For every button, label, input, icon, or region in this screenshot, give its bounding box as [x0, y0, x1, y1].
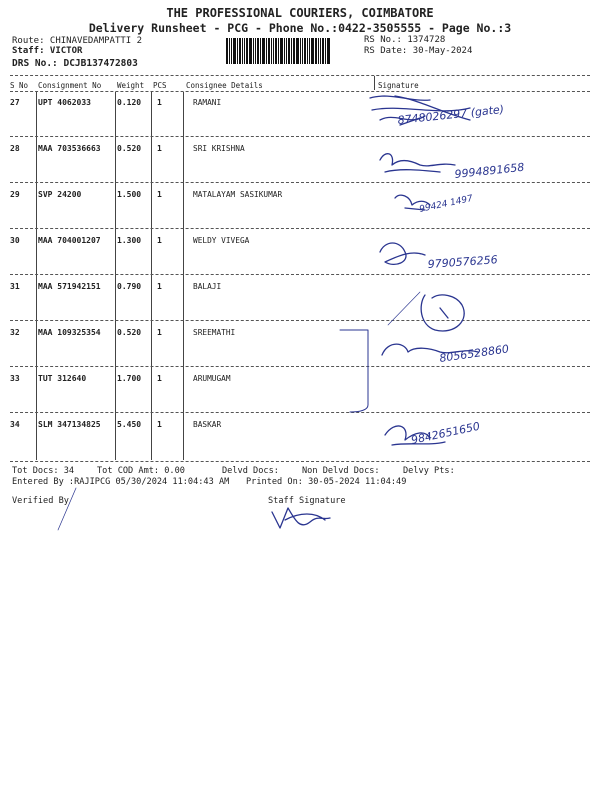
row-sno: 33 [10, 374, 20, 383]
row-separator [10, 412, 590, 413]
row-consignee: WELDY VIVEGA [193, 236, 250, 245]
row-consignee: SRI KRISHNA [193, 144, 245, 153]
signature-scribble [272, 508, 330, 528]
table-end-rule [10, 461, 590, 462]
row-pcs: 1 [157, 420, 162, 429]
signature-scribble [395, 195, 430, 210]
header-top-rule [10, 75, 590, 76]
row-separator [10, 182, 590, 183]
col-weight: Weight [117, 81, 145, 90]
row-weight: 1.500 [117, 190, 142, 199]
col-pcs: PCS [153, 81, 167, 90]
row-consignee: RAMANI [193, 98, 222, 107]
row-sno: 31 [10, 282, 20, 291]
row-separator [10, 228, 590, 229]
signature-scribble [421, 295, 464, 331]
total-docs: Tot Docs: 34 [12, 466, 75, 476]
col-signature: Signature [378, 81, 419, 90]
rs-date: RS Date: 30-May-2024 [364, 46, 473, 56]
signature-scribble [382, 344, 478, 355]
row-consignment-no: MAA 109325354 [38, 328, 101, 337]
table-divider [36, 92, 37, 460]
row-weight: 5.450 [117, 420, 142, 429]
row-pcs: 1 [157, 236, 162, 245]
row-separator [10, 136, 590, 137]
verified-by-label: Verified By [12, 496, 69, 506]
signature-phone-note: 9994891658 [453, 160, 525, 181]
row-sno: 28 [10, 144, 20, 153]
printed-on: Printed On: 30-05-2024 11:04:49 [246, 477, 407, 487]
barcode [226, 38, 354, 64]
signature-phone-note: 9842651650 [409, 419, 482, 447]
row-pcs: 1 [157, 328, 162, 337]
row-pcs: 1 [157, 190, 162, 199]
table-divider [151, 92, 152, 460]
row-consignment-no: MAA 571942151 [38, 282, 101, 291]
row-pcs: 1 [157, 144, 162, 153]
row-consignment-no: SVP 24200 [38, 190, 82, 199]
row-weight: 1.300 [117, 236, 142, 245]
signature-phone-note: 99424 1497 [418, 193, 474, 215]
signature-scribble [380, 154, 455, 172]
row-weight: 1.700 [117, 374, 142, 383]
row-consignee: BASKAR [193, 420, 222, 429]
header-bottom-rule [10, 91, 590, 92]
table-divider [183, 92, 184, 460]
row-consignment-no: UPT 4062033 [38, 98, 91, 107]
row-pcs: 1 [157, 374, 162, 383]
drs-number: DRS No.: DCJB137472803 [12, 58, 138, 69]
row-sno: 29 [10, 190, 20, 199]
row-consignee: ARUMUGAM [193, 374, 231, 383]
row-weight: 0.120 [117, 98, 142, 107]
rs-number: RS No.: 1374728 [364, 35, 446, 45]
signature-phone-note: 9790576256 [427, 253, 499, 271]
row-consignment-no: TUT 312640 [38, 374, 87, 383]
row-separator [10, 320, 590, 321]
signature-phone-note: 8748026297 (gate) [396, 102, 505, 127]
row-pcs: 1 [157, 98, 162, 107]
row-separator [10, 274, 590, 275]
table-divider [115, 92, 116, 460]
signature-scribble [340, 330, 368, 412]
col-consignee: Consignee Details [186, 81, 263, 90]
staff-label: Staff: VICTOR [12, 46, 83, 56]
entered-by: Entered By :RAJIPCG 05/30/2024 11:04:43 AM [12, 477, 230, 487]
signature-scribble [380, 243, 425, 264]
row-consignment-no: MAA 703536663 [38, 144, 101, 153]
row-sno: 27 [10, 98, 20, 107]
route-label: Route: CHINAVEDAMPATTI 2 [12, 36, 143, 46]
total-cod-amount: Tot COD Amt: 0.00 [97, 466, 185, 476]
delivered-docs: Delvd Docs: [222, 466, 279, 476]
staff-signature-label: Staff Signature [268, 496, 346, 506]
col-sno: S No [10, 81, 29, 90]
row-separator [10, 366, 590, 367]
row-weight: 0.520 [117, 328, 142, 337]
signature-column-divider [374, 76, 375, 90]
signature-scribble [370, 96, 470, 120]
signature-scribble [395, 96, 470, 125]
signature-scribble [58, 488, 76, 530]
runsheet-subtitle: Delivery Runsheet - PCG - Phone No.:0422-3505555 - Page No.:3 [88, 21, 512, 35]
signature-scribble [385, 426, 445, 445]
row-consignee: MATALAYAM SASIKUMAR [193, 190, 283, 199]
row-sno: 30 [10, 236, 20, 245]
row-weight: 0.790 [117, 282, 142, 291]
row-consignment-no: SLM 347134825 [38, 420, 101, 429]
col-consignment: Consignment No [38, 81, 102, 90]
row-pcs: 1 [157, 282, 162, 291]
row-consignment-no: MAA 704001207 [38, 236, 101, 245]
row-weight: 0.520 [117, 144, 142, 153]
delivery-points: Delvy Pts: [403, 466, 455, 476]
row-consignee: BALAJI [193, 282, 222, 291]
signature-phone-note: 8056528860 [438, 342, 510, 365]
row-consignee: SREEMATHI [193, 328, 236, 337]
company-title: THE PROFESSIONAL COURIERS, COIMBATORE [166, 6, 434, 20]
non-delivered-docs: Non Delvd Docs: [302, 466, 380, 476]
row-sno: 34 [10, 420, 20, 429]
row-sno: 32 [10, 328, 20, 337]
